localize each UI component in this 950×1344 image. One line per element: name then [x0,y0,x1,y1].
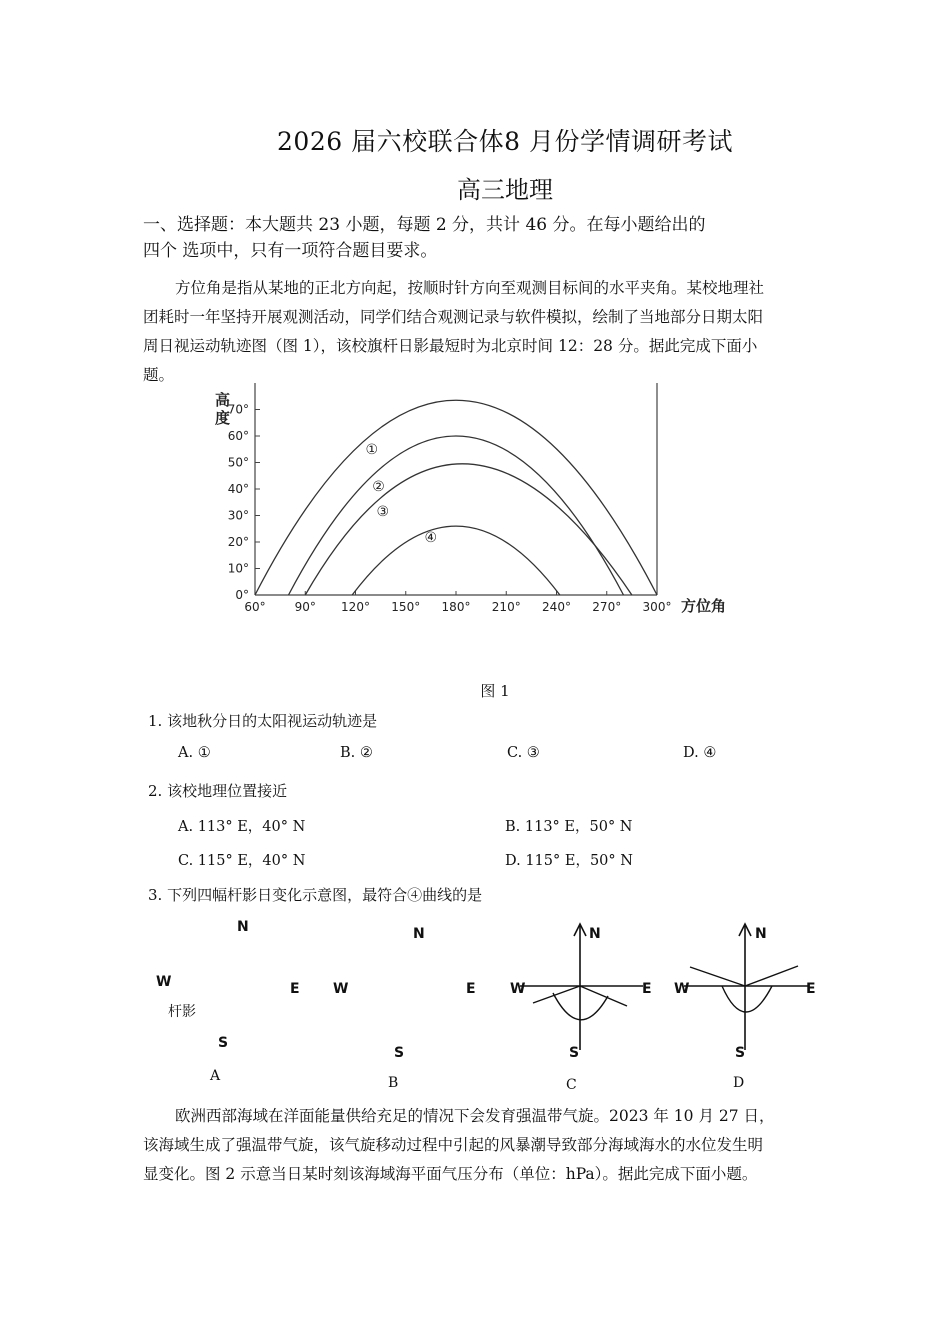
series-curve [255,400,657,595]
question-1-stem: 1. 该地秋分日的太阳视运动轨迹是 [148,712,378,730]
x-tick-label: 90° [294,600,316,614]
series-label: ① [365,441,379,458]
intro2-line2: 该海域生成了强温带气旋，该气旋移动过程中引起的风暴潮导致部分海域海水的水位发生明 [143,1136,764,1154]
diagram-d-north: N [755,926,767,942]
q2-option-b[interactable]: B. 113° E，50° N [505,819,633,835]
diagram-a-shadow-label: 杆影 [168,1004,196,1020]
y-tick-label: 60° [227,429,249,443]
y-axis-label: 度 [215,409,231,427]
q1-option-a[interactable]: A. ① [178,745,211,761]
y-tick-label: 40° [227,482,249,496]
section-heading [143,212,823,264]
intro1-line1: 方位角是指从某地的正北方向起，按顺时针方向至观测目标间的水平夹角。某校地理社 [175,279,765,297]
intro2-line3: 显变化。图 2 示意当日某时刻该海域海平面气压分布（单位：hPa）。据此完成下面小题。 [143,1165,758,1183]
diagram-d-west: W [674,981,690,997]
x-tick-label: 150° [391,600,421,614]
diagram-b-west: W [333,981,349,997]
y-tick-label: 50° [227,455,249,470]
diagram-b-label[interactable]: B [388,1075,399,1091]
intro1-line4: 题。 [143,366,175,384]
diagram-c-east: E [642,981,652,997]
q2-option-d[interactable]: D. 115° E，50° N [505,853,633,869]
series-curve [352,526,560,595]
y-tick-label: 30° [227,508,249,523]
exam-title: 2026 届六校联合体8 月份学情调研考试 [277,127,733,156]
diagram-a-north: N [237,919,249,935]
x-tick-label: 180° [441,600,471,614]
diagram-a-west: W [156,974,172,990]
diagram-c-graphic [505,920,665,1060]
diagram-b-east: E [466,981,476,997]
x-tick-label: 60° [244,600,266,614]
diagram-a-east: E [290,981,300,997]
diagram-a-label[interactable]: A [210,1068,221,1084]
figure1-caption: 图 1 [480,682,510,700]
x-tick-label: 120° [341,600,370,614]
series-label: ③ [376,504,390,521]
q2-option-c[interactable]: C. 115° E，40° N [178,853,306,869]
intro-paragraph-2 [143,1102,823,1189]
diagram-d-east: E [806,981,816,997]
intro-paragraph-1 [143,274,823,390]
x-tick-label: 210° [491,600,521,614]
y-tick-label: 10° [227,561,249,576]
question-2-stem: 2. 该校地理位置接近 [148,782,288,800]
diagram-d-label[interactable]: D [733,1075,745,1091]
solar-path-chart [195,383,755,623]
diagram-a-south: S [218,1035,229,1051]
y-tick-label: 0° [235,588,249,602]
diagram-d-south: S [735,1045,746,1061]
series-label: ② [372,478,385,495]
x-tick-label: 240° [542,600,571,614]
section-heading-line2: 四个 选项中，只有一项符合题目要求。 [143,241,438,261]
intro2-line1: 欧洲西部海域在洋面能量供给充足的情况下会发育强温带气旋。2023 年 10 月 27 日， [175,1107,775,1125]
diagram-c-label[interactable]: C [566,1077,577,1093]
series-curve [305,464,632,595]
intro1-line2: 团耗时一年坚持开展观测活动，同学们结合观测记录与软件模拟，绘制了当地部分日期太阳 [143,308,764,326]
diagram-c-west: W [510,981,526,997]
section-heading-line1: 一、选择题：本大题共 23 小题，每题 2 分，共计 46 分。在每小题给出的 [143,215,706,235]
y-axis-label: 高 [215,391,231,409]
exam-subtitle: 高三地理 [457,176,553,204]
intro1-line3: 周日视运动轨迹图（图 1），该校旗杆日影最短时为北京时间 12：28 分。据此完成下面小 [143,337,758,355]
q1-option-b[interactable]: B. ② [340,745,373,761]
y-tick-label: 20° [227,535,249,549]
y-tick-label: 70° [227,402,249,417]
x-tick-label: 300° [642,600,672,614]
q2-option-a[interactable]: A. 113° E，40° N [178,819,306,835]
diagram-c-north: N [589,926,601,942]
diagram-c-south: S [569,1045,580,1061]
series-curve [289,436,624,595]
question-3-stem: 3. 下列四幅杆影日变化示意图，最符合④曲线的是 [148,886,483,904]
q1-option-c[interactable]: C. ③ [507,745,540,761]
x-axis-label: 方位角 [681,597,727,615]
diagram-b-north: N [413,926,425,942]
diagram-b-south: S [394,1045,405,1061]
x-tick-label: 270° [592,600,622,614]
diagram-d-shadow-tip-curve [722,986,772,1012]
diagram-d-shadow-line-e [745,966,798,986]
diagram-d-shadow-line-w [690,967,745,986]
series-label: ④ [424,530,438,547]
q1-option-d[interactable]: D. ④ [683,745,717,761]
